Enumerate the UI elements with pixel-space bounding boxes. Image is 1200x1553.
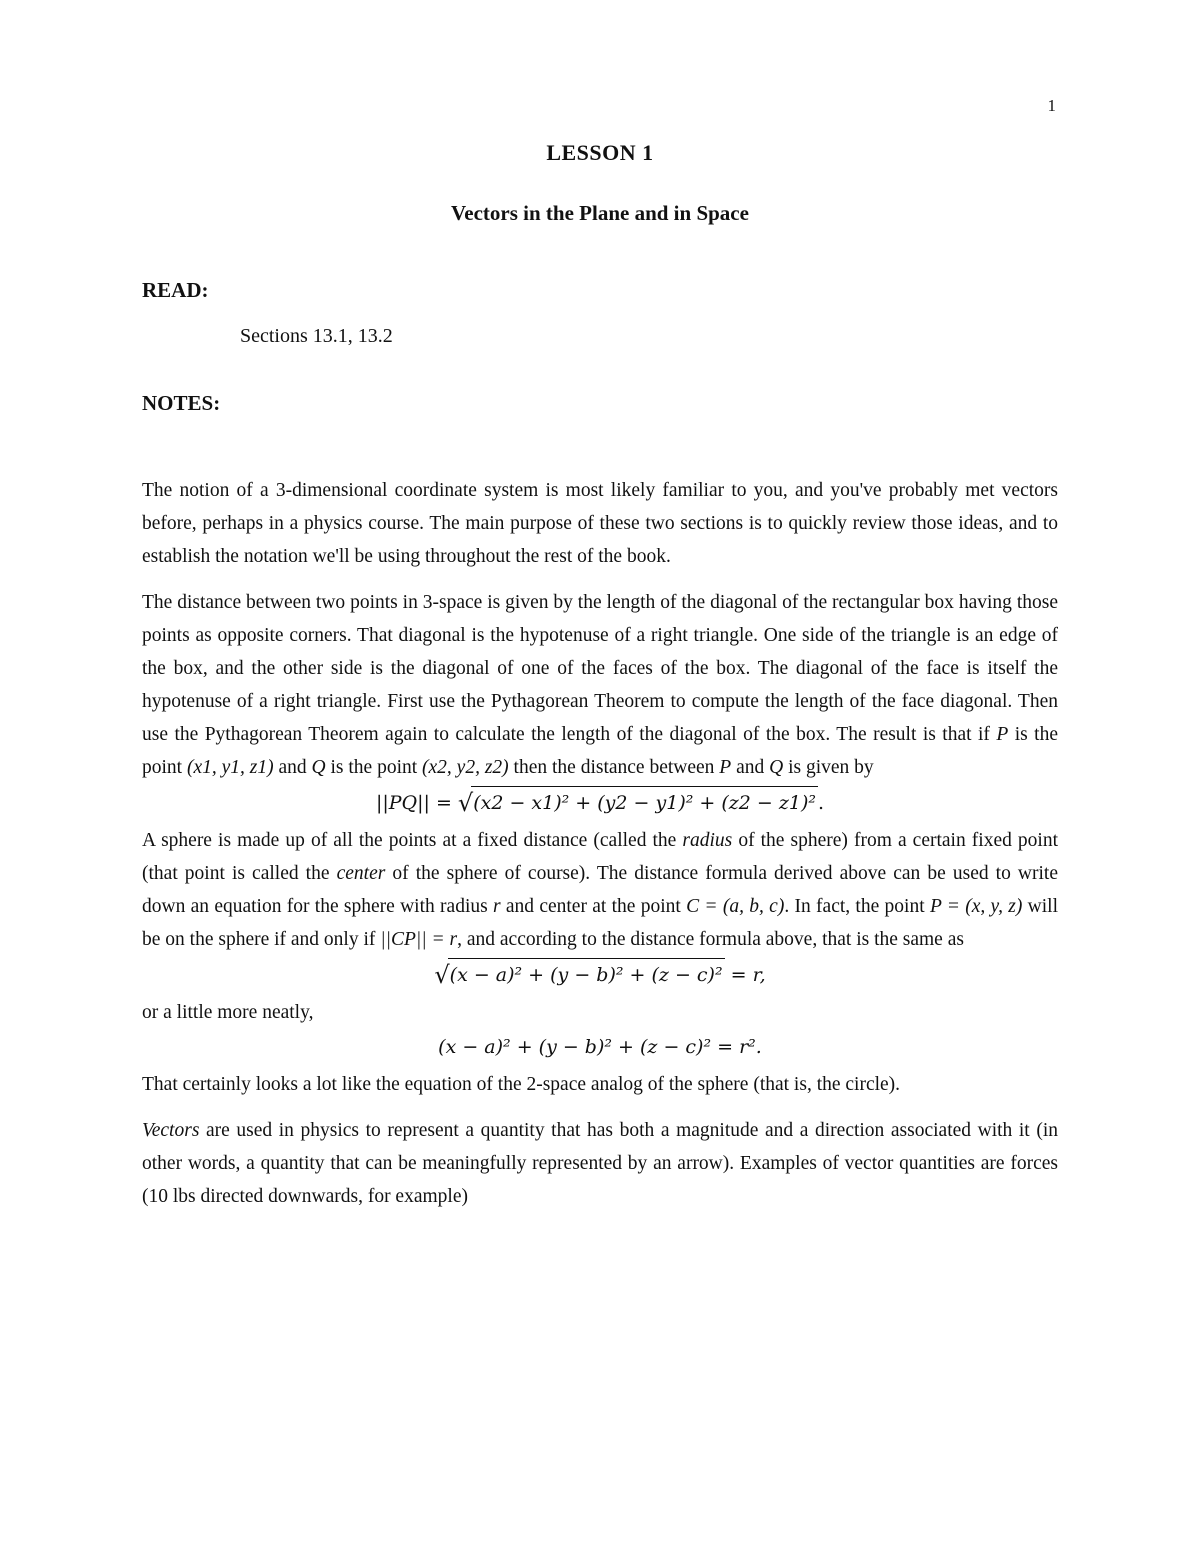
sphere-text-c: of the sphere of course). The distance formula derived above can be used to write down an equation for the sphere with radius: [142, 863, 1058, 917]
sphere-text-b: of the sphere) from a certain fixed point (that point is called the: [142, 830, 1058, 884]
distance-text-and: and: [731, 757, 770, 778]
distance-text-a: The distance between two points in 3-space is given by the length of the diagonal of the rectangular box having those points as opposite corners. That diagonal is the hypotenuse of a right triangle. One side of the triangle is an edge of the box, and the other side is the diagonal of one of the faces of the box. The diagonal of the face is itself the hypotenuse of a right triangle. First use the Pythagorean Theorem to compute the length of the face diagonal. Then use the Pythagorean Theorem again to calculate the length of the diagonal of the box. The result is that if: [142, 592, 1058, 745]
paragraph-vectors: [142, 1114, 1058, 1213]
equation-sphere: (x − a)² + (y − b)² + (z − c)² = r².: [438, 1036, 762, 1058]
radical-sign-icon: √: [457, 789, 474, 817]
symbol-q: Q: [311, 757, 326, 778]
equation-distance-end: .: [818, 792, 825, 814]
paragraph-circle: That certainly looks a lot like the equation of the 2-space analog of the sphere (that is, the circle).: [142, 1074, 901, 1095]
point-definition: P = (x, y, z): [929, 896, 1023, 917]
paragraph-intro: The notion of a 3-dimensional coordinate system is most likely familiar to you, and you've probably met vectors before, perhaps in a physics course. The main purpose of these two sections is to quickly review those ideas, and to establish the notation we'll be using throughout the rest of the book.: [142, 480, 1058, 567]
center-definition: C = (a, b, c): [686, 896, 785, 917]
equation-sphere-root: [142, 958, 1058, 992]
sphere-text-f: will be on the sphere if and only if: [142, 896, 1059, 950]
term-center: center: [336, 863, 386, 884]
distance-text-e: then the distance between: [508, 757, 720, 778]
symbol-q-2: Q: [769, 757, 784, 778]
symbol-r: r: [493, 896, 501, 917]
paragraph-distance: [142, 586, 1058, 784]
equation-sphere-radicand: (x − a)² + (y − b)² + (z − c)²: [448, 958, 725, 992]
sphere-text-e: . In fact, the point: [784, 896, 930, 917]
equation-sphere-rhs: = r,: [730, 964, 766, 986]
radical-sign-icon: √: [434, 961, 450, 989]
symbol-p-2: P: [719, 757, 732, 778]
distance-text-b: is the point: [142, 724, 1058, 778]
point-q-coords: (x2, y2, z2): [422, 757, 509, 778]
distance-text-f: is given by: [783, 757, 874, 778]
page-number: 1: [1047, 96, 1056, 115]
paragraph-sphere: [142, 824, 1058, 956]
point-p-coords: (x1, y1, z1): [186, 757, 274, 778]
read-sections: Sections 13.1, 13.2: [240, 325, 393, 347]
equation-distance-radicand: (x2 − x1)² + (y2 − y1)² + (z2 − z1)²: [471, 786, 818, 820]
symbol-p: P: [996, 724, 1009, 745]
sphere-text-a: A sphere is made up of all the points at a fixed distance (called the: [142, 830, 683, 851]
equation-distance-lhs: ||PQ|| =: [375, 792, 452, 814]
notes-body: [142, 474, 1058, 1213]
lesson-title: LESSON 1: [546, 140, 654, 165]
notes-heading: NOTES:: [142, 391, 221, 415]
sphere-text-d: and center at the point: [500, 896, 687, 917]
lesson-subtitle: Vectors in the Plane and in Space: [451, 201, 749, 225]
text-neatly: or a little more neatly,: [142, 1002, 314, 1023]
term-radius: radius: [682, 830, 733, 851]
distance-text-c: and: [273, 757, 312, 778]
sphere-text-g: , and according to the distance formula above, that is the same as: [457, 929, 964, 950]
equation-distance: [142, 786, 1058, 820]
term-vectors: Vectors: [142, 1120, 200, 1141]
vectors-text: are used in physics to represent a quantity that has both a magnitude and a direction associated with it (in other words, a quantity that can be meaningfully represented by an arrow). Examples of vector quantities are forces (10 lbs directed downwards, for example): [142, 1120, 1058, 1207]
read-heading: READ:: [142, 278, 209, 302]
cp-norm: ||CP|| = r: [380, 929, 458, 950]
distance-text-d: is the point: [325, 757, 423, 778]
